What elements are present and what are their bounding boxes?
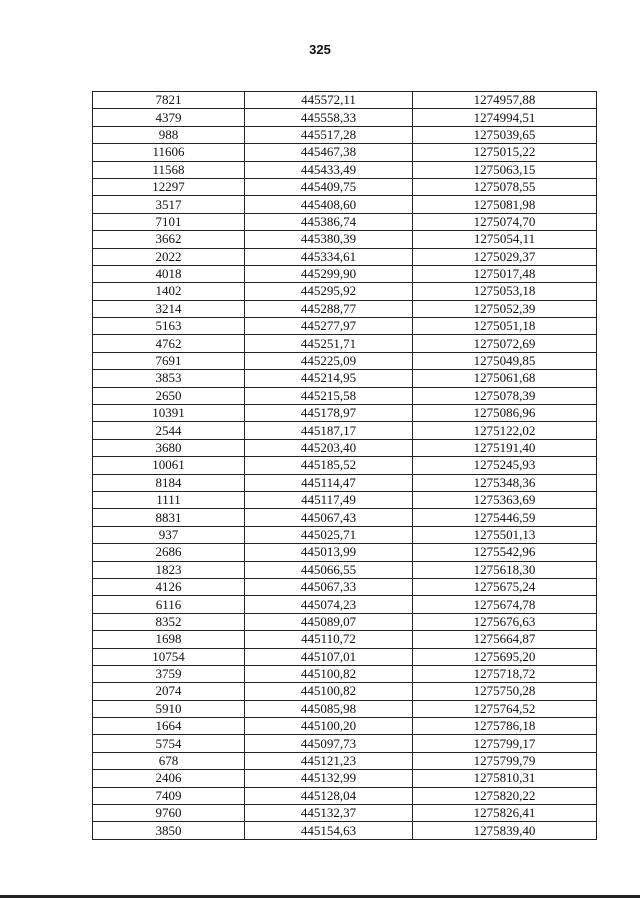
y-coordinate-cell: 1275695,20: [413, 648, 597, 665]
x-coordinate-cell: 445187,17: [245, 422, 413, 439]
table-row: [93, 665, 597, 682]
x-coordinate-cell: 445178,97: [245, 405, 413, 422]
table-row: [93, 265, 597, 282]
point-number-cell: 8352: [93, 613, 245, 630]
point-number-cell: 3853: [93, 370, 245, 387]
y-coordinate-cell: 1275039,65: [413, 126, 597, 143]
point-number-cell: 2406: [93, 770, 245, 787]
point-number-cell: 2544: [93, 422, 245, 439]
x-coordinate-cell: 445203,40: [245, 439, 413, 456]
x-coordinate-cell: 445121,23: [245, 752, 413, 769]
table-row: [93, 387, 597, 404]
x-coordinate-cell: 445132,37: [245, 805, 413, 822]
x-coordinate-cell: 445558,33: [245, 109, 413, 126]
point-number-cell: 7691: [93, 352, 245, 369]
y-coordinate-cell: 1275015,22: [413, 144, 597, 161]
x-coordinate-cell: 445408,60: [245, 196, 413, 213]
y-coordinate-cell: 1275799,17: [413, 735, 597, 752]
x-coordinate-cell: 445128,04: [245, 787, 413, 804]
x-coordinate-cell: 445089,07: [245, 613, 413, 630]
y-coordinate-cell: 1275542,96: [413, 544, 597, 561]
table-row: [93, 422, 597, 439]
y-coordinate-cell: 1275764,52: [413, 700, 597, 717]
x-coordinate-cell: 445074,23: [245, 596, 413, 613]
table-row: [93, 735, 597, 752]
point-number-cell: 3214: [93, 300, 245, 317]
y-coordinate-cell: 1274957,88: [413, 92, 597, 109]
x-coordinate-cell: 445013,99: [245, 544, 413, 561]
x-coordinate-cell: 445572,11: [245, 92, 413, 109]
x-coordinate-cell: 445067,43: [245, 509, 413, 526]
point-number-cell: 1402: [93, 283, 245, 300]
y-coordinate-cell: 1274994,51: [413, 109, 597, 126]
point-number-cell: 9760: [93, 805, 245, 822]
y-coordinate-cell: 1275191,40: [413, 439, 597, 456]
x-coordinate-cell: 445100,20: [245, 718, 413, 735]
table-row: [93, 109, 597, 126]
point-number-cell: 4762: [93, 335, 245, 352]
x-coordinate-cell: 445100,82: [245, 665, 413, 682]
y-coordinate-cell: 1275826,41: [413, 805, 597, 822]
x-coordinate-cell: 445299,90: [245, 265, 413, 282]
y-coordinate-cell: 1275348,36: [413, 474, 597, 491]
table-row: [93, 126, 597, 143]
point-number-cell: 10061: [93, 457, 245, 474]
table-row: [93, 248, 597, 265]
table-row: [93, 457, 597, 474]
table-row: [93, 161, 597, 178]
point-number-cell: 4126: [93, 578, 245, 595]
x-coordinate-cell: 445097,73: [245, 735, 413, 752]
y-coordinate-cell: 1275750,28: [413, 683, 597, 700]
table-row: [93, 718, 597, 735]
x-coordinate-cell: 445085,98: [245, 700, 413, 717]
y-coordinate-cell: 1275061,68: [413, 370, 597, 387]
x-coordinate-cell: 445110,72: [245, 631, 413, 648]
point-number-cell: 678: [93, 752, 245, 769]
y-coordinate-cell: 1275072,69: [413, 335, 597, 352]
x-coordinate-cell: 445225,09: [245, 352, 413, 369]
y-coordinate-cell: 1275051,18: [413, 318, 597, 335]
point-number-cell: 3759: [93, 665, 245, 682]
y-coordinate-cell: 1275122,02: [413, 422, 597, 439]
table-row: [93, 613, 597, 630]
table-row: [93, 474, 597, 491]
y-coordinate-cell: 1275501,13: [413, 526, 597, 543]
x-coordinate-cell: 445386,74: [245, 213, 413, 230]
y-coordinate-cell: 1275674,78: [413, 596, 597, 613]
point-number-cell: 10754: [93, 648, 245, 665]
y-coordinate-cell: 1275054,11: [413, 231, 597, 248]
point-number-cell: 3680: [93, 439, 245, 456]
table-row: [93, 526, 597, 543]
table-row: [93, 335, 597, 352]
x-coordinate-cell: 445067,33: [245, 578, 413, 595]
y-coordinate-cell: 1275446,59: [413, 509, 597, 526]
table-row: [93, 787, 597, 804]
x-coordinate-cell: 445433,49: [245, 161, 413, 178]
x-coordinate-cell: 445185,52: [245, 457, 413, 474]
coordinates-table: [92, 91, 597, 840]
x-coordinate-cell: 445107,01: [245, 648, 413, 665]
y-coordinate-cell: 1275063,15: [413, 161, 597, 178]
table-row: [93, 213, 597, 230]
table-row: [93, 509, 597, 526]
y-coordinate-cell: 1275078,55: [413, 178, 597, 195]
table-row: [93, 683, 597, 700]
x-coordinate-cell: 445251,71: [245, 335, 413, 352]
table-row: [93, 578, 597, 595]
table-row: [93, 596, 597, 613]
point-number-cell: 5163: [93, 318, 245, 335]
point-number-cell: 7101: [93, 213, 245, 230]
y-coordinate-cell: 1275799,79: [413, 752, 597, 769]
table-row: [93, 144, 597, 161]
page-number: 325: [309, 42, 331, 57]
point-number-cell: 1823: [93, 561, 245, 578]
x-coordinate-cell: 445214,95: [245, 370, 413, 387]
table-row: [93, 805, 597, 822]
point-number-cell: 8184: [93, 474, 245, 491]
point-number-cell: 7409: [93, 787, 245, 804]
x-coordinate-cell: 445114,47: [245, 474, 413, 491]
y-coordinate-cell: 1275245,93: [413, 457, 597, 474]
point-number-cell: 12297: [93, 178, 245, 195]
point-number-cell: 2022: [93, 248, 245, 265]
point-number-cell: 11568: [93, 161, 245, 178]
table-row: [93, 491, 597, 508]
y-coordinate-cell: 1275676,63: [413, 613, 597, 630]
table-row: [93, 439, 597, 456]
table-row: [93, 352, 597, 369]
point-number-cell: 1698: [93, 631, 245, 648]
x-coordinate-cell: 445132,99: [245, 770, 413, 787]
table-row: [93, 231, 597, 248]
table-row: [93, 544, 597, 561]
y-coordinate-cell: 1275081,98: [413, 196, 597, 213]
point-number-cell: 2074: [93, 683, 245, 700]
x-coordinate-cell: 445517,28: [245, 126, 413, 143]
y-coordinate-cell: 1275086,96: [413, 405, 597, 422]
point-number-cell: 1664: [93, 718, 245, 735]
y-coordinate-cell: 1275618,30: [413, 561, 597, 578]
point-number-cell: 4018: [93, 265, 245, 282]
table-row: [93, 648, 597, 665]
point-number-cell: 3850: [93, 822, 245, 839]
table-row: [93, 822, 597, 839]
point-number-cell: 1111: [93, 491, 245, 508]
y-coordinate-cell: 1275810,31: [413, 770, 597, 787]
x-coordinate-cell: 445288,77: [245, 300, 413, 317]
x-coordinate-cell: 445154,63: [245, 822, 413, 839]
y-coordinate-cell: 1275675,24: [413, 578, 597, 595]
y-coordinate-cell: 1275363,69: [413, 491, 597, 508]
x-coordinate-cell: 445409,75: [245, 178, 413, 195]
table-row: [93, 92, 597, 109]
table-row: [93, 318, 597, 335]
point-number-cell: 5754: [93, 735, 245, 752]
x-coordinate-cell: 445100,82: [245, 683, 413, 700]
x-coordinate-cell: 445334,61: [245, 248, 413, 265]
y-coordinate-cell: 1275786,18: [413, 718, 597, 735]
point-number-cell: 4379: [93, 109, 245, 126]
table-row: [93, 196, 597, 213]
y-coordinate-cell: 1275820,22: [413, 787, 597, 804]
y-coordinate-cell: 1275718,72: [413, 665, 597, 682]
x-coordinate-cell: 445277,97: [245, 318, 413, 335]
y-coordinate-cell: 1275029,37: [413, 248, 597, 265]
x-coordinate-cell: 445295,92: [245, 283, 413, 300]
table-row: [93, 770, 597, 787]
y-coordinate-cell: 1275078,39: [413, 387, 597, 404]
point-number-cell: 11606: [93, 144, 245, 161]
point-number-cell: 2686: [93, 544, 245, 561]
y-coordinate-cell: 1275052,39: [413, 300, 597, 317]
point-number-cell: 6116: [93, 596, 245, 613]
table-row: [93, 370, 597, 387]
y-coordinate-cell: 1275839,40: [413, 822, 597, 839]
x-coordinate-cell: 445066,55: [245, 561, 413, 578]
x-coordinate-cell: 445025,71: [245, 526, 413, 543]
x-coordinate-cell: 445215,58: [245, 387, 413, 404]
table-row: [93, 700, 597, 717]
point-number-cell: 3662: [93, 231, 245, 248]
x-coordinate-cell: 445117,49: [245, 491, 413, 508]
point-number-cell: 7821: [93, 92, 245, 109]
table-row: [93, 752, 597, 769]
x-coordinate-cell: 445467,38: [245, 144, 413, 161]
y-coordinate-cell: 1275053,18: [413, 283, 597, 300]
point-number-cell: 2650: [93, 387, 245, 404]
y-coordinate-cell: 1275017,48: [413, 265, 597, 282]
y-coordinate-cell: 1275664,87: [413, 631, 597, 648]
table-row: [93, 178, 597, 195]
point-number-cell: 10391: [93, 405, 245, 422]
y-coordinate-cell: 1275049,85: [413, 352, 597, 369]
coordinates-table-body: [93, 92, 597, 840]
table-row: [93, 283, 597, 300]
y-coordinate-cell: 1275074,70: [413, 213, 597, 230]
point-number-cell: 8831: [93, 509, 245, 526]
table-row: [93, 631, 597, 648]
table-row: [93, 300, 597, 317]
table-row: [93, 405, 597, 422]
point-number-cell: 988: [93, 126, 245, 143]
point-number-cell: 937: [93, 526, 245, 543]
point-number-cell: 3517: [93, 196, 245, 213]
point-number-cell: 5910: [93, 700, 245, 717]
table-row: [93, 561, 597, 578]
x-coordinate-cell: 445380,39: [245, 231, 413, 248]
